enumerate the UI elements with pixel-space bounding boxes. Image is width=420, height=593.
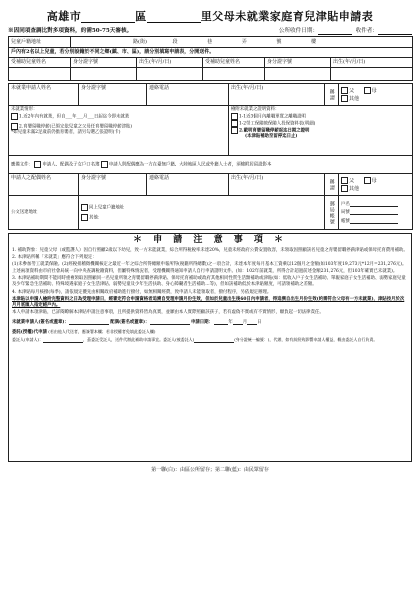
doc2-label: 申請人與配偶應為一方在臺無戶籍、大陸地區人民或外籍人士者，須檢附居留證影本 <box>108 162 272 168</box>
documents-row <box>9 156 413 174</box>
address-alley: 弄 <box>241 38 247 45</box>
child-header-row <box>9 58 413 68</box>
proof3-label: 2.載明育嬰留職停薪起迄日期之證明 <box>239 128 310 134</box>
proof-title: 檢附未就業之證明資料： <box>231 107 280 112</box>
child2-id-field[interactable] <box>265 68 331 81</box>
proof3-checkbox[interactable] <box>231 127 238 134</box>
spouse-row <box>9 174 413 196</box>
spouse-mother-label: 母 <box>371 178 377 184</box>
child-id-field[interactable] <box>71 68 137 81</box>
address-section: 段 <box>172 38 178 45</box>
proof-note: (本津貼補助至留停迄日止) <box>245 133 298 139</box>
mailing-label: 公文送達地址 <box>9 196 79 230</box>
applicant-row <box>9 84 413 106</box>
spouse-other-checkbox[interactable] <box>341 185 348 192</box>
spouse-id-header: 身分證字號 <box>79 174 147 196</box>
proxy-label: 委託(授權)代申請 <box>12 330 47 336</box>
proxy-note: (若由他人代送者，應簽署本欄；若非授權者免填此委託人欄) <box>48 329 156 335</box>
spouse-name-header: 申請人之配偶姓名 <box>9 174 79 196</box>
employment-status-cell <box>9 106 229 156</box>
documents-label: 應備文件： <box>11 162 33 168</box>
proxy-agent-field[interactable] <box>194 337 234 343</box>
notice-item-2a: (1)未參加勞工就業保險。(2)經稅捐稽徵機關核定之最近一年之綜合所得總額申報所得(稅籍所得總數)之一項合計，未達本年度每月基本工資乘以12個月之金額(如103年度19,273元*12月=231,276元)。 <box>12 262 407 268</box>
district-blank[interactable] <box>81 12 135 23</box>
branch-label: 局號 <box>341 210 350 216</box>
applicant-id-header: 身分證字號 <box>79 84 147 106</box>
notice-item-2b: 上述兩項資料由市府社會局統一向中央查調稅籍資料，但屬特殊情況者，受理機關得通知申請人自行申請證明文件。(如：102年前就業，所得合計超過前述金額231,276元，但103年確實已未就業)。 <box>12 269 398 275</box>
date-year: 年 <box>228 319 233 325</box>
address-road: 路(街) <box>133 38 147 45</box>
date-day: 日 <box>257 319 262 325</box>
address-row <box>9 37 413 48</box>
applicant-birth-header: 出生(年/月/日) <box>229 84 325 106</box>
form-title <box>8 8 412 26</box>
documents-cell <box>9 156 413 174</box>
spouse-birth-header: 出生(年/月/日) <box>229 174 325 196</box>
main-form-table <box>8 36 413 81</box>
applicant-phone-header: 連絡電話 <box>147 84 229 106</box>
proof1-checkbox[interactable] <box>231 113 238 120</box>
relation-other-checkbox[interactable] <box>341 95 348 102</box>
receipt-date-label: 公所收件日期： <box>278 28 319 34</box>
spouse-sign-label: 配偶(簽名或蓋章)： <box>110 319 150 325</box>
city-label: 高雄市 <box>46 10 82 23</box>
application-form <box>8 8 412 473</box>
proxy-text-start: 委託人(申請人)： <box>12 337 44 343</box>
applicant-sign-label: 未就業申請人(簽名或蓋章)： <box>12 319 69 325</box>
applicant-name-header: 未就業申請人姓名 <box>9 84 79 106</box>
spouse-signature-field[interactable] <box>150 319 190 325</box>
notice-item-1: 1. 補助對象：兒童父母（或監護人）因自行照顧2歲以下幼兒，致一方未能就業，綜合所得稅稅率未達20%，兒童未經政府公費安置收容，未領取因照顧該名兒童之育嬰留職停薪津貼或保母托育費用補助。 <box>12 248 408 253</box>
mailing-other-label: 其他： <box>89 215 103 221</box>
multi-child-notice: 戶內有2名以上兒童，若分別設籍於不同之鄉(鎮、市、區)，請分別填寫申請表，分開送件。 <box>9 48 413 58</box>
title-text: 里父母未就業家庭育兒津貼申請表 <box>200 10 374 23</box>
proof2-label: 1-2勞工保險被保險人投保資料表(明細) <box>239 121 316 127</box>
post-account-label: 郵局帳號 <box>325 196 339 230</box>
spouse-relation-label: 稱謂 <box>325 174 339 196</box>
address-field[interactable] <box>71 37 413 48</box>
spouse-other-label: 其他 <box>349 185 360 192</box>
notice-effective-date: 本津貼以申請人檢附完整資料之日為受理申請日，經審定符合申請資格者追溯自受理申請月份生效，但如於兒童出生後60日內申請者，得追溯自出生月份生效(約需符合父母有一方未就業)，津貼按月於次月月底匯入指定帳戶內。 <box>12 296 405 308</box>
form-footer: 第一聯(白)：由區公所留存；第二聯(藍)：由民眾留存 <box>151 467 269 473</box>
applicant-table <box>8 83 413 230</box>
review-note: ※因同項查調比對多項資料，約需50-75天審核。 <box>8 28 133 34</box>
applicant-signature-field[interactable] <box>69 319 109 325</box>
proxy-text <box>12 337 408 343</box>
proxy-line <box>12 329 408 336</box>
account-name-label: 戶名 <box>341 201 350 207</box>
date-label: 申請日期： <box>190 319 213 325</box>
relation-father-label: 父 <box>349 88 355 94</box>
notice-item-3: 3. 本津貼補助期間不能同時重複領取因照顧同一名兒童所領之育嬰留職停薪津貼、保母托育補助或政府其他相同性質生活類補助或津貼(如：低收入戶子女生活補助、單親家庭子女生活補助、弱勢家庭兒童及少年緊急生活補助、特殊境遇家庭子女生活津貼、弱勢兒童及少年生活扶助、身心障礙者生活補助…等)，但如該補助低於本津貼額度，可請領補助之差額。 <box>12 276 406 288</box>
notice-item-2: 2. 本津貼所稱「未就業」應符合下列規定： <box>12 255 97 261</box>
notice-body <box>9 247 412 462</box>
notice-heading: ＊ 申 請 注 意 事 項 ＊ <box>133 235 287 245</box>
date-month: 月 <box>242 319 248 325</box>
subheader <box>8 26 412 36</box>
mailing-row <box>9 196 413 230</box>
relation-other-label: 其他 <box>349 95 360 102</box>
mailing-same-checkbox[interactable] <box>81 204 88 211</box>
mailing-same-label: 同上兒童戶籍地址 <box>89 205 125 211</box>
employment-opt1-checkbox[interactable] <box>11 113 18 120</box>
proof1-label: 1-1近3個月內離職單實之離職證明 <box>239 114 306 120</box>
proof-cell <box>229 106 413 156</box>
proof2-checkbox[interactable] <box>231 120 238 127</box>
child-birth-header: 出生(年/月/日) <box>137 58 203 68</box>
post-account-fields[interactable] <box>339 196 413 230</box>
address-label: 兒童戶籍地址 <box>9 37 71 48</box>
address-floor: 樓 <box>310 38 316 45</box>
child-id-header: 身分證字號 <box>71 58 137 68</box>
signature-line <box>12 319 408 326</box>
receipt-date-field[interactable] <box>318 27 352 35</box>
receiver-field[interactable] <box>378 27 412 35</box>
receiver-label: 收件者： <box>355 28 378 34</box>
doc1-checkbox[interactable] <box>34 161 41 168</box>
doc2-checkbox[interactable] <box>101 161 108 168</box>
village-blank[interactable] <box>147 12 201 23</box>
notice-item-4: 4. 本津貼每月核撥(每季)，請依規定優先由相關政府補助進行撥付，如無相關經費，致申請人未能領取者，撥付程序，另依規定辦理。 <box>12 289 272 295</box>
proxy-text-mid: ，茲委託受託人，送件代辦此補助申請事宜。委託人(被委託人) <box>83 337 195 343</box>
relation-mother-checkbox[interactable] <box>364 87 371 94</box>
employment-note: *如兒童未滿2足歲前仍擔育嬰者，請另勾選乙張證明(卡) <box>11 129 121 135</box>
relation-mother-label: 母 <box>371 88 377 94</box>
employment-opt1: 1.近2年內有就業，但自___年___月___日起迄今即未就業 <box>19 114 130 120</box>
child-input-row <box>9 68 413 81</box>
mailing-other-checkbox[interactable] <box>81 214 88 221</box>
child-name-header: 受補助兒童姓名 <box>9 58 71 68</box>
spouse-father-label: 父 <box>349 178 355 184</box>
child2-birth-header: 出生(年/月/日) <box>331 58 413 68</box>
applicant-relation-label: 稱謂 <box>325 84 339 106</box>
spouse-phone-header: 連絡電話 <box>147 174 229 196</box>
employment-opt2-checkbox[interactable] <box>11 123 18 130</box>
notice-table <box>8 233 412 462</box>
child-name-field[interactable] <box>9 68 71 81</box>
employment-row <box>9 106 413 156</box>
employment-title: 未就業情形： <box>11 107 38 112</box>
proxy-text-end: (身分證統一編號：)，代辦，如有糾紛致影響申請人權益，概由委託人自行負責。 <box>234 337 378 343</box>
applicant-relation-options <box>339 84 413 106</box>
spouse-father-checkbox[interactable] <box>341 177 348 184</box>
child-birth-field[interactable] <box>137 68 203 81</box>
notice-declaration: 本人申請本項津貼，已詳閱瞭解本津貼申請注意事項，且所提供資料皆為真實，並願由本人實際照顧該孩子，若有虛偽不實或有不實情形，願負起一切法律責任。 <box>12 309 324 315</box>
mailing-options <box>79 196 325 230</box>
address-number: 號 <box>276 38 282 45</box>
proxy-principal-field[interactable] <box>43 337 83 343</box>
district-suffix: 區 <box>135 10 147 23</box>
doc1-label: 申請人、配偶及子女戶口名簿 <box>42 162 100 168</box>
address-lane: 巷 <box>207 38 213 45</box>
spouse-relation-options <box>339 174 413 196</box>
account-no-label: 帳號 <box>341 218 350 224</box>
child2-id-header: 身分證字號 <box>265 58 331 68</box>
child2-name-header: 受補助兒童姓名 <box>203 58 265 68</box>
child2-name-field[interactable] <box>203 68 265 81</box>
employment-opt2: 2.育嬰留職停薪(已領完依兒童之父母任育嬰留職停薪津貼) <box>19 124 132 130</box>
child2-birth-field[interactable] <box>331 68 413 81</box>
spouse-mother-checkbox[interactable] <box>364 177 371 184</box>
relation-father-checkbox[interactable] <box>341 87 348 94</box>
